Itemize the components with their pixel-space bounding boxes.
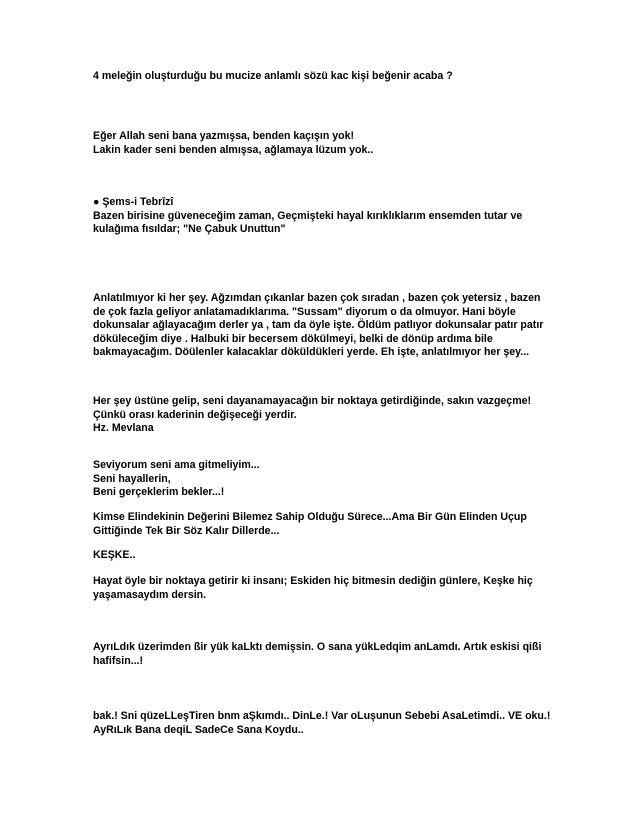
text-line: hafifsin...! (93, 654, 144, 667)
text-line: Kimse Elindekinin Değerini Bilemez Sahip Olduğu Sürece...Ama Bir Gün Elinden Uçup (93, 511, 527, 523)
text-line: dokunsalar ağlayacağım derler ya , tam da öyle işte. Öldüm patlıyor dokunsalar patır patır (93, 319, 544, 332)
text-block-keske (93, 549, 563, 563)
text-block-ayrildik (93, 641, 563, 668)
text-line: Seviyorum seni ama gitmeliyim... (93, 459, 260, 471)
text-line: bakmayacağım. Döülenler kalacaklar döküldükleri yerde. Eh işte, anlatılmıyor her şey... (93, 346, 530, 359)
text-line: 4 meleğin oluşturduğu bu mucize anlamlı sözü kac kişi beğenir acaba ? (93, 70, 453, 82)
text-line: Çünkü orası kaderinin değişeceği yerdir. (93, 408, 297, 421)
text-line: Anlatılmıyor ki her şey. Ağzımdan çıkanlar bazen çok sıradan , bazen çok yetersiz , bazen (93, 292, 541, 304)
text-line: AyRıLık Bana deqiL SadeCe Sana Koydu.. (93, 723, 304, 736)
text-line: kulağıma fısıldar; "Ne Çabuk Unuttun" (93, 223, 286, 236)
text-line: bak.! Sni qüzeLLeşTiren bnm aŞkımdı.. DinLe.! Var oLuşunun Sebebi AsaLetimdi.. VE oku.! (93, 710, 551, 722)
text-block-seviyorum (93, 459, 563, 500)
text-line: Lakin kader seni benden almışsa, ağlamaya lüzum yok.. (93, 143, 374, 156)
text-line: Seni hayallerin, (93, 472, 171, 485)
text-line: Eğer Allah seni bana yazmışsa, benden kaçışın yok! (93, 130, 355, 142)
text-block-bak (93, 710, 563, 737)
text-line: AyrıLdık üzerimden ßir yük kaLktı demişsin. O sana yükLedqim anLamdı. Artık eskisi qißi (93, 641, 542, 653)
text-block-allah (93, 130, 563, 157)
text-block-mevlana (93, 395, 563, 436)
text-line: Hz. Mevlana (93, 422, 154, 435)
text-line: Her şey üstüne gelip, seni dayanamayacağın bir noktaya getirdiğinde, sakın vazgeçme! (93, 395, 532, 407)
text-line: yaşamasaydım dersin. (93, 588, 207, 601)
text-line: Bazen birisine güveneceğim zaman, Geçmişteki hayal kırıklıklarım ensemden tutar ve (93, 209, 523, 222)
text-block-shems (93, 196, 563, 237)
text-line: Gittiğinde Tek Bir Söz Kalır Dillerde... (93, 524, 280, 537)
text-block-question (93, 70, 563, 84)
text-block-anlatilmiyor (93, 292, 563, 360)
text-block-kimse (93, 511, 563, 538)
text-line: Hayat öyle bir noktaya getirir ki insanı; Eskiden hiç bitmesin dediğin günlere, Keşke hiç (93, 575, 533, 587)
text-line: KEŞKE.. (93, 549, 136, 561)
text-line: Beni gerçeklerim bekler...! (93, 486, 225, 499)
text-line: döküleceğim diye . Halbuki bir becersem dökülmeyi, belki de dönüp ardıma bile (93, 332, 493, 345)
text-block-hayat (93, 575, 563, 602)
text-line: ● Şems-i Tebrîzî (93, 196, 174, 208)
text-line: de çok fazla geliyor anlatamadıklarıma. "Sussam" diyorum o da olmuyor. Hani böyle (93, 305, 516, 318)
